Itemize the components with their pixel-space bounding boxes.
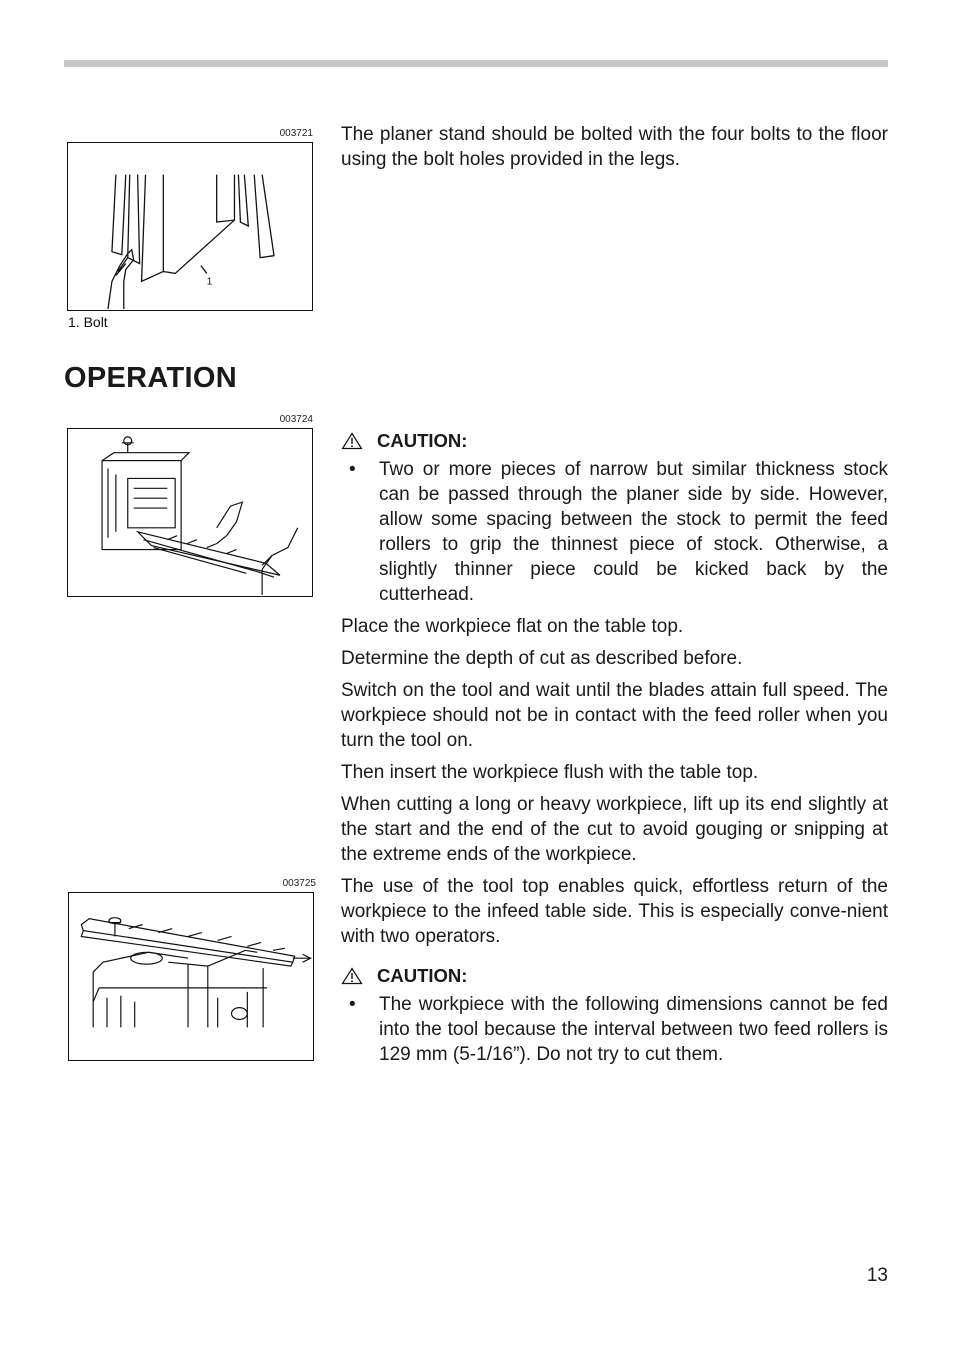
warning-triangle-icon [341,967,363,985]
caution-bullet-2 [341,992,888,1067]
figure-caption-bolt: 1. Bolt [68,314,108,330]
operation-section [341,428,888,1074]
figure-bolt-illustration [67,142,313,311]
operation-paragraph-4: Then insert the workpiece flush with the table top. [341,762,759,783]
caution-bullet-text-1: Two or more pieces of narrow but similar thickness stock can be passed through the planer side by side. However, allow some spacing between the stock to permit the feed rollers to grip the thinnest piece of stock. Otherwise, a slightly thinner piece could be kicked back by the cutterhead. [379,459,888,605]
planer-feeding-drawing [68,429,312,596]
caution-bullet-text-2: The workpiece with the following dimensions cannot be fed into the tool because the interval between two feed rollers is 129 mm (5-1/16”). Do not try to cut them. [379,994,888,1065]
figure-code-003721: 003721 [279,128,313,139]
page-number: 13 [866,1265,888,1286]
figure-side-by-side-feed [67,428,313,597]
caution-label-2: CAUTION: [377,965,468,986]
planer-stand-legs-drawing [68,143,312,310]
figure-code-003724: 003724 [279,414,313,425]
tool-top-return-drawing [69,893,313,1060]
figure-return-workpiece [68,892,314,1061]
bullet-dot: • [349,459,356,480]
caution-title-1 [341,428,888,453]
operation-paragraph-5: When cutting a long or heavy workpiece, lift up its end slightly at the start and the end of the cut to avoid gouging or snipping at the extreme ends of the workpiece. [341,794,888,865]
figure-code-003725: 003725 [282,878,316,889]
warning-triangle-icon [341,432,363,450]
caution-bullet-1 [341,457,888,607]
section-heading-operation: OPERATION [64,362,237,394]
operation-paragraph-2: Determine the depth of cut as described before. [341,648,743,669]
header-rule [64,60,888,67]
caution-title-2 [341,963,888,988]
operation-paragraph-1: Place the workpiece flat on the table top. [341,616,684,637]
operation-paragraph-3: Switch on the tool and wait until the blades attain full speed. The workpiece should not be in contact with the feed roller when you turn the tool on. [341,680,888,751]
operation-paragraph-6: The use of the tool top enables quick, effortless return of the workpiece to the infeed table side. This is especially conve-nient with two operators. [341,876,888,947]
figure-callout-1: 1 [206,276,213,288]
caution-label-1: CAUTION: [377,430,468,451]
bullet-dot: • [349,994,356,1015]
intro-paragraph: The planer stand should be bolted with the four bolts to the floor using the bolt holes provided in the legs. [341,124,888,170]
intro-section [341,122,888,179]
